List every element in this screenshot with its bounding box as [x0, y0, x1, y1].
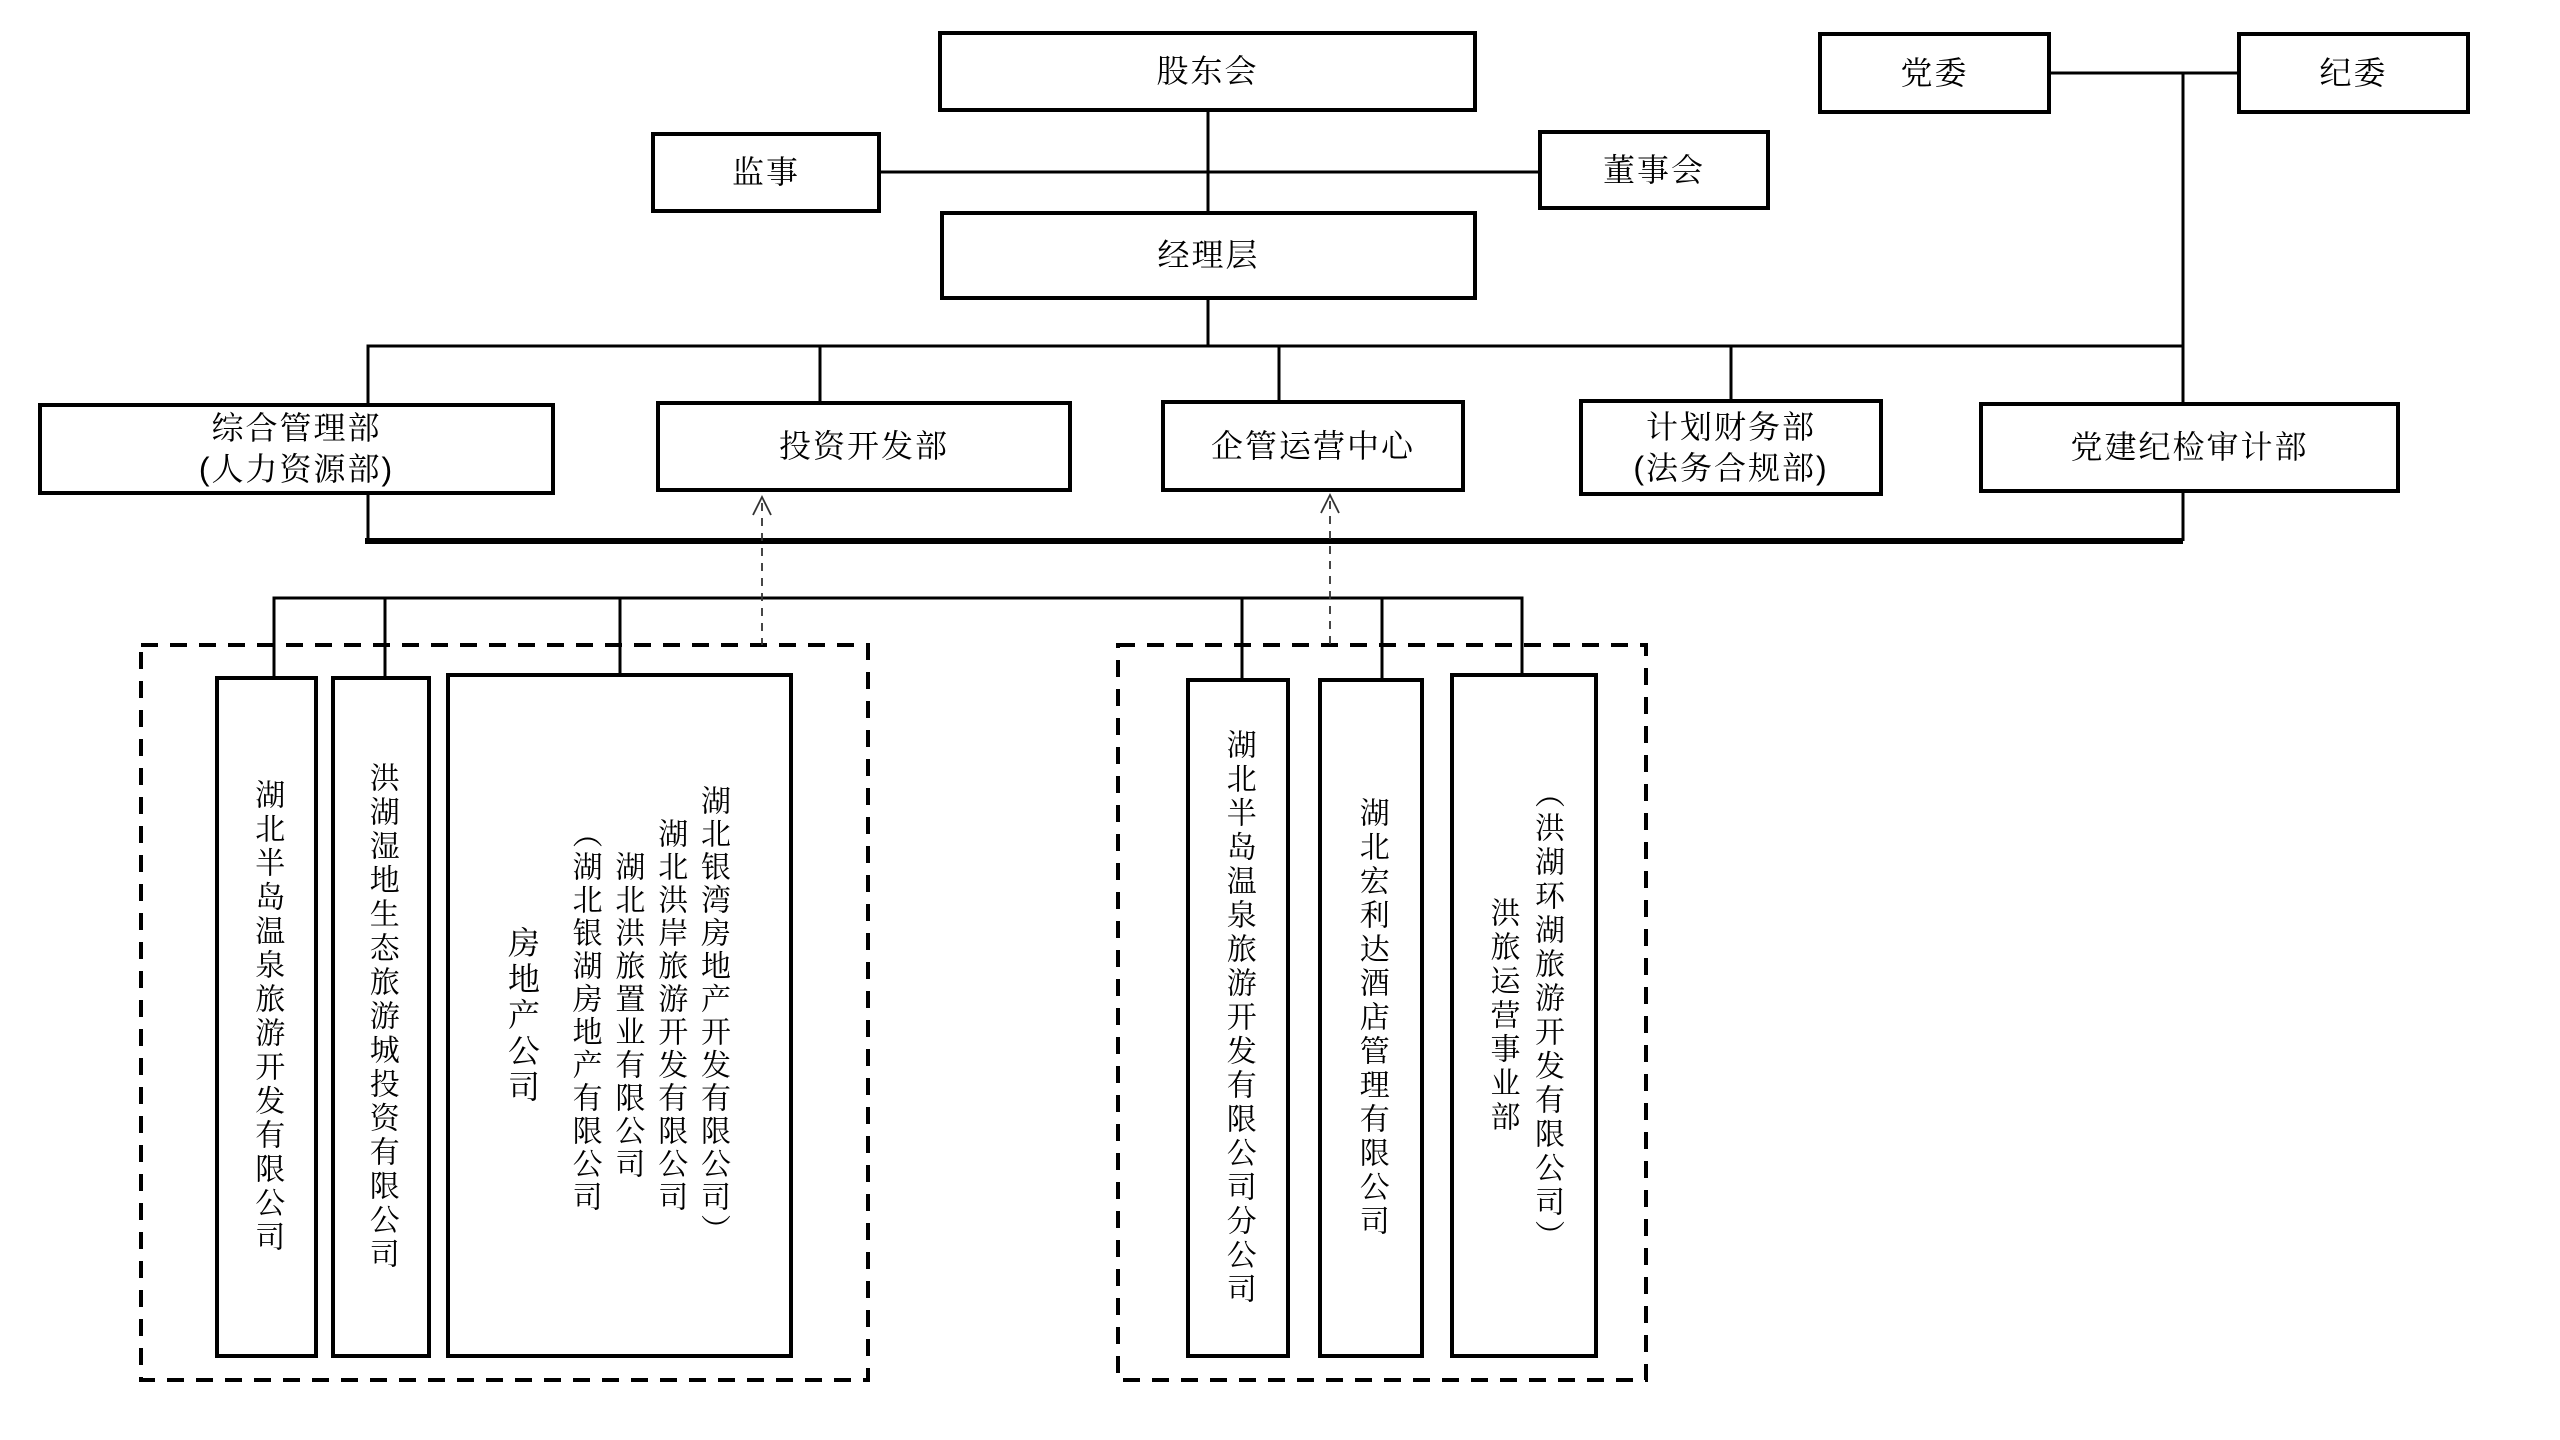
subsidiary-left-company1-label: 湖北半岛温泉旅游开发有限公司 [250, 779, 284, 1255]
real-estate-company-3: 湖北洪岸旅游开发有限公司 [653, 817, 687, 1214]
dept-general-admin-line1: 综合管理部 [211, 410, 382, 447]
node-board-label: 董事会 [1602, 151, 1705, 188]
subsidiary-right-company2-label: 湖北宏利达酒店管理有限公司 [1354, 797, 1388, 1239]
connector-distribution-line [368, 346, 2183, 403]
node-discipline-committee-label: 纪委 [2319, 54, 2388, 91]
node-management [940, 211, 1477, 300]
ops-division-label: 洪旅运营事业部 [1485, 896, 1519, 1135]
dept-party-discipline-audit [1979, 402, 2400, 493]
dept-general-admin-line2: (人力资源部) [198, 451, 395, 487]
node-supervisors-label: 监事 [731, 154, 800, 191]
dept-general-admin [38, 403, 555, 495]
real-estate-company-1: （湖北银湖房地产有限公司 [567, 817, 601, 1214]
real-estate-company-4: 湖北银湾房地产开发有限公司） [696, 784, 729, 1247]
dept-investment-dev-label: 投资开发部 [778, 428, 949, 465]
node-management-label: 经理层 [1157, 237, 1260, 274]
dept-enterprise-ops-label: 企管运营中心 [1210, 427, 1415, 464]
node-party-committee-label: 党委 [1900, 54, 1969, 91]
node-supervisors [651, 132, 881, 213]
subsidiary-real-estate-group [446, 673, 793, 1358]
dept-planning-finance-line1: 计划财务部 [1645, 408, 1816, 445]
dept-planning-finance-line2: (法务合规部) [1633, 449, 1829, 486]
dept-party-discipline-audit-label: 党建纪检审计部 [2070, 429, 2309, 466]
subsidiary-left-company2 [331, 676, 431, 1358]
subsidiary-right-company1-label: 湖北半岛温泉旅游开发有限公司分公司 [1221, 729, 1255, 1307]
subsidiary-left-company2-label: 洪湖湿地生态旅游城投资有限公司 [364, 762, 398, 1272]
subsidiary-ops-division [1450, 673, 1598, 1358]
node-shareholders-label: 股东会 [1156, 53, 1259, 90]
real-estate-company-2: 湖北洪旅置业有限公司 [610, 850, 644, 1181]
dept-planning-finance [1579, 399, 1883, 496]
node-shareholders [938, 31, 1477, 112]
real-estate-company-list [565, 677, 731, 1354]
node-discipline-committee [2237, 32, 2470, 114]
subsidiary-right-company1 [1186, 678, 1290, 1358]
ops-division-paren-company: （洪湖环湖旅游开发有限公司） [1530, 777, 1563, 1254]
connector-subsidiary-line [274, 598, 1522, 676]
dept-investment-dev [656, 401, 1072, 492]
node-board [1538, 130, 1770, 210]
node-party-committee [1818, 32, 2051, 114]
subsidiary-right-company2 [1318, 678, 1424, 1358]
subsidiary-left-company1 [215, 676, 318, 1358]
real-estate-group-label: 房地产公司 [504, 925, 540, 1106]
dept-enterprise-ops [1161, 400, 1465, 492]
